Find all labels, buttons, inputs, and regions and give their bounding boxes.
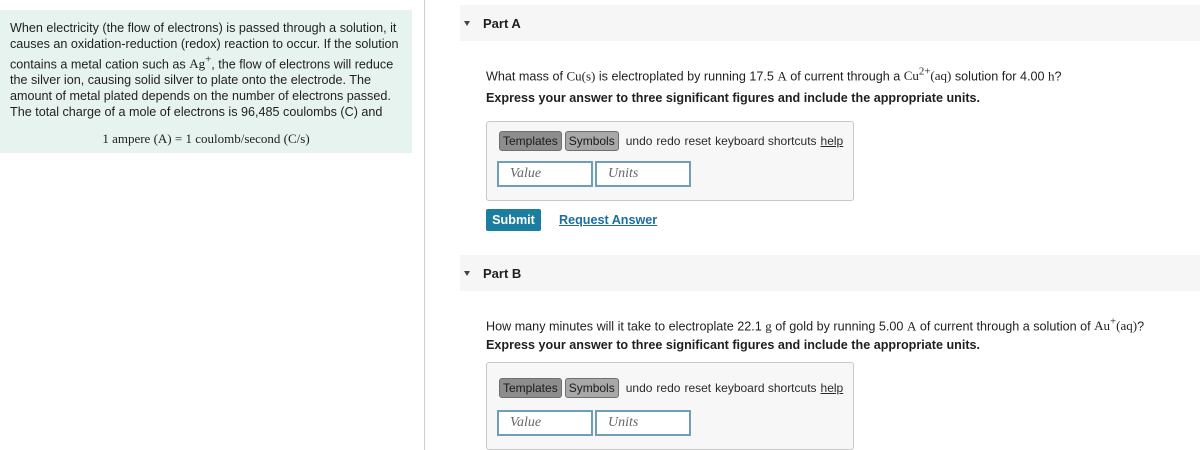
help-link[interactable]: help bbox=[820, 381, 844, 395]
part-b-instruction: Express your answer to three significant figures and include the appropriate units. bbox=[486, 338, 981, 352]
part-a-answer-editor bbox=[486, 121, 854, 201]
undo-button[interactable]: undo bbox=[625, 381, 653, 395]
help-link[interactable]: help bbox=[820, 134, 844, 148]
intro-text: When electricity (the flow of electrons) is passed through a solution, it causes an oxidation-reduction (redox) reaction to occur. If the solution contains a metal cation such as Ag+, the flow of electrons will reduce the silver ion, causing solid silver to plate onto the electrode. The amount of metal plated depends on the number of electrons passed. The total charge of a mole of electrons is 96,485 coulombs (C) and bbox=[10, 21, 399, 120]
collapse-triangle-icon[interactable] bbox=[464, 271, 470, 276]
collapse-triangle-icon[interactable] bbox=[464, 21, 470, 26]
part-a-question: What mass of Cu(s) is electroplated by running 17.5 A of current through a $Cu^{2+}(aq)$ solution for 4.00 h? bbox=[486, 66, 1062, 84]
part-a-header[interactable] bbox=[460, 5, 1200, 41]
symbols-button[interactable]: Symbols bbox=[565, 378, 619, 398]
redo-button[interactable]: redo bbox=[656, 381, 681, 395]
value-input[interactable]: Value bbox=[497, 161, 593, 187]
value-input[interactable]: Value bbox=[497, 410, 593, 436]
templates-button[interactable]: Templates bbox=[499, 131, 562, 151]
part-b-header[interactable] bbox=[460, 255, 1200, 291]
keyboard-shortcuts-link[interactable]: keyboard shortcuts bbox=[715, 381, 817, 395]
redo-button[interactable]: redo bbox=[656, 134, 681, 148]
intro-panel bbox=[0, 10, 412, 153]
part-b-answer-editor bbox=[486, 362, 854, 450]
units-input[interactable]: Units bbox=[595, 161, 691, 187]
templates-button[interactable]: Templates bbox=[499, 378, 562, 398]
submit-button[interactable]: Submit bbox=[486, 209, 541, 231]
symbols-button[interactable]: Symbols bbox=[565, 131, 619, 151]
part-b-question: How many minutes will it take to electroplate 22.1 g of gold by running 5.00 A of current through a solution of Au+(aq)? bbox=[486, 316, 1145, 334]
reset-button[interactable]: reset bbox=[684, 134, 712, 148]
editor-toolbar bbox=[499, 130, 843, 152]
part-a-instruction: Express your answer to three significant figures and include the appropriate units. bbox=[486, 91, 981, 105]
reset-button[interactable]: reset bbox=[684, 381, 712, 395]
keyboard-shortcuts-link[interactable]: keyboard shortcuts bbox=[715, 134, 817, 148]
undo-button[interactable]: undo bbox=[625, 134, 653, 148]
ampere-equation: 1 ampere (A) = 1 coulomb/second (C/s) bbox=[102, 131, 310, 147]
column-divider bbox=[424, 0, 425, 450]
editor-toolbar bbox=[499, 377, 843, 399]
request-answer-link[interactable]: Request Answer bbox=[559, 213, 658, 227]
part-a-title: Part A bbox=[483, 15, 521, 31]
units-input[interactable]: Units bbox=[595, 410, 691, 436]
part-b-title: Part B bbox=[483, 265, 522, 281]
